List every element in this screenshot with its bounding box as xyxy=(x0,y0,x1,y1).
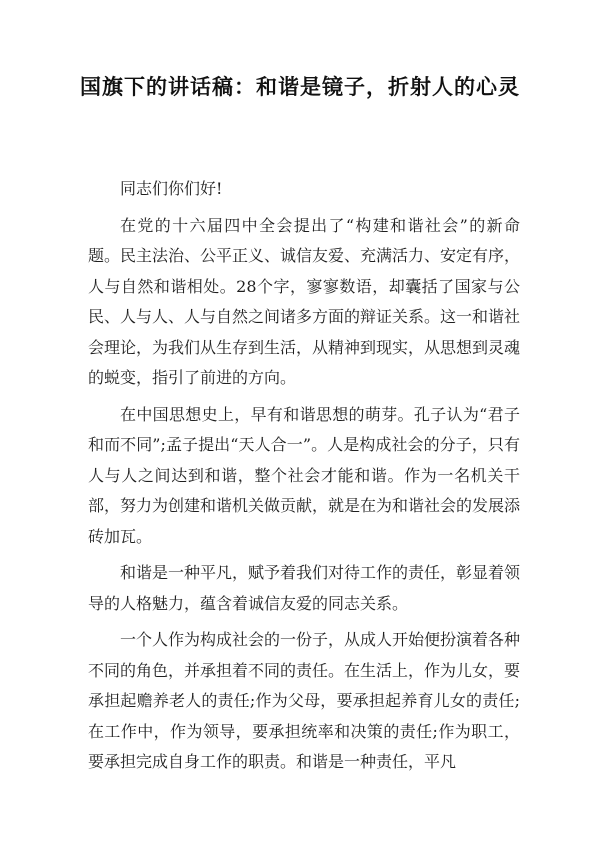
document-body xyxy=(88,174,520,784)
paragraph-2: 在中国思想史上，早有和谐思想的萌芽。孔子认为“君子和而不同”;孟子提出“天人合一”。人是构成社会的分子，只有人与人之间达到和谐，整个社会才能和谐。作为一名机关干部，努力为创建和谐机关做贡献，就是在为和谐社会的发展添砖加瓦。 xyxy=(88,404,521,546)
document-title: 国旗下的讲话稿：和谐是镜子，折射人的心灵 xyxy=(80,75,520,99)
paragraph-1: 在党的十六届四中全会提出了“构建和谐社会”的新命题。民主法治、公平正义、诚信友爱、充满活力、安定有序，人与自然和谐相处。28个字，寥寥数语，却囊括了国家与公民、人与人、人与自然之间诸多方面的辩证关系。这一和谐社会理论，为我们从生存到生活，从精神到现实，从思想到灵魂的蜕变，指引了前进的方向。 xyxy=(88,215,521,387)
paragraph-3: 和谐是一种平凡，赋予着我们对待工作的责任，彰显着领导的人格魅力，蕴含着诚信友爱的同志关系。 xyxy=(88,563,521,613)
paragraph-4: 一个人作为构成社会的一份子，从成人开始便扮演着各种不同的角色，并承担着不同的责任。在生活上，作为儿女，要承担起赡养老人的责任;作为父母，要承担起养育儿女的责任;在工作中，作为领导，要承担统率和决策的责任;作为职工，要承担完成自身工作的职责。和谐是一种责任，平凡 xyxy=(88,630,521,771)
salutation: 同志们你们好! xyxy=(120,179,223,198)
